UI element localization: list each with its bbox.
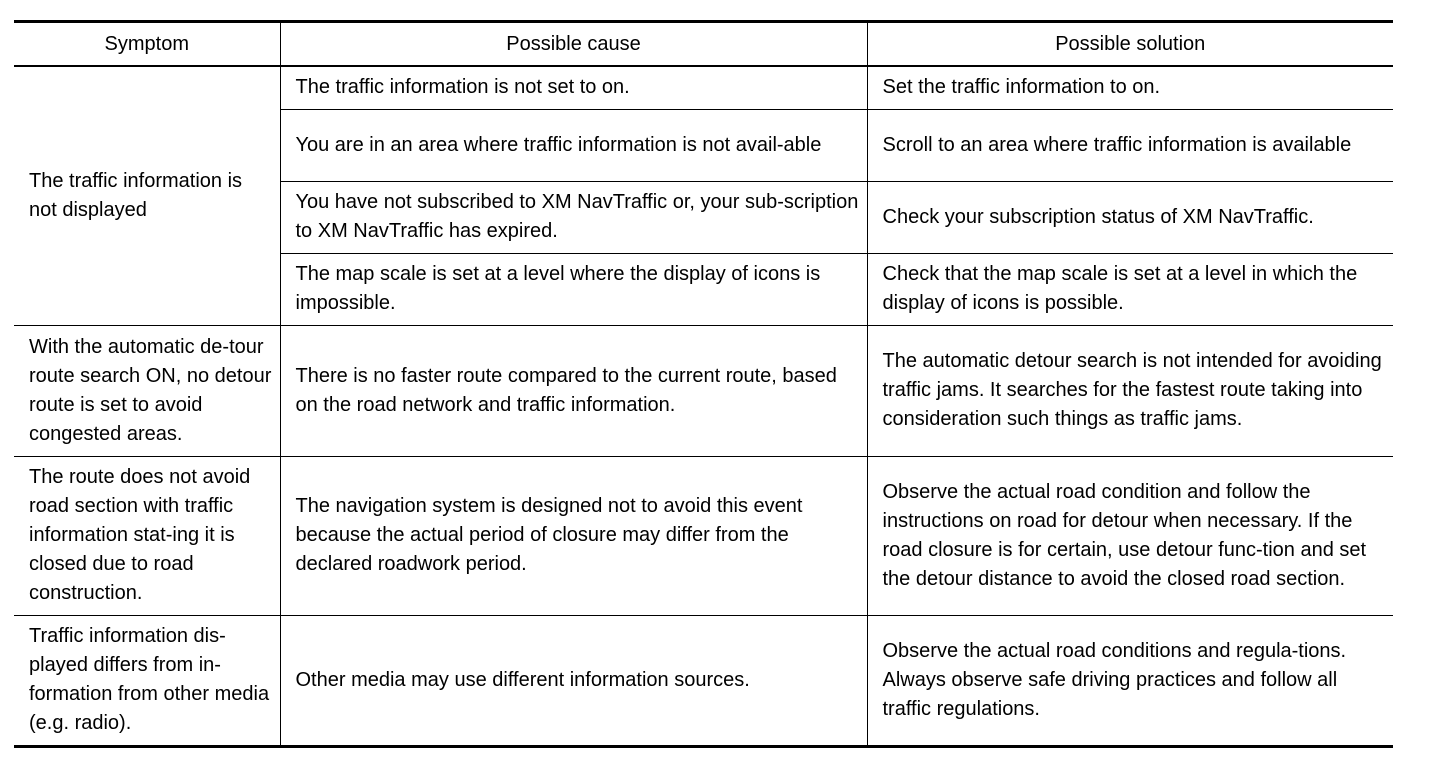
symptom-cell: The route does not avoid road section with traffic information stat-ing it is closed due to road construction. [14,456,280,615]
table-row [14,456,1393,615]
troubleshooting-table [14,20,1393,748]
symptom-cell: With the automatic de-tour route search ON, no detour route is set to avoid congested areas. [14,325,280,456]
table-header-row [14,22,1393,67]
cause-cell: You have not subscribed to XM NavTraffic or, your sub-scription to XM NavTraffic has expired. [280,181,867,253]
solution-cell: Set the traffic information to on. [867,66,1393,109]
cause-cell: The navigation system is designed not to avoid this event because the actual period of closure may differ from the declared roadwork period. [280,456,867,615]
cause-cell: The map scale is set at a level where the display of icons is impossible. [280,253,867,325]
troubleshooting-table-container [14,20,1393,748]
header-possible-cause: Possible cause [280,22,867,67]
table-row [14,615,1393,746]
solution-cell: Observe the actual road conditions and regula-tions. Always observe safe driving practices and follow all traffic regulations. [867,615,1393,746]
header-possible-solution: Possible solution [867,22,1393,67]
table-row [14,66,1393,109]
solution-cell: Scroll to an area where traffic information is available [867,109,1393,181]
solution-cell: Observe the actual road condition and follow the instructions on road for detour when necessary. If the road closure is for certain, use detour func-tion and set the detour distance to avoid the closed road section. [867,456,1393,615]
cause-cell: There is no faster route compared to the current route, based on the road network and traffic information. [280,325,867,456]
symptom-cell: The traffic information is not displayed [14,66,280,325]
solution-cell: Check your subscription status of XM NavTraffic. [867,181,1393,253]
symptom-cell: Traffic information dis-played differs from in-formation from other media (e.g. radio). [14,615,280,746]
table-row [14,325,1393,456]
solution-cell: Check that the map scale is set at a level in which the display of icons is possible. [867,253,1393,325]
solution-cell: The automatic detour search is not intended for avoiding traffic jams. It searches for the fastest route taking into consideration such things as traffic jams. [867,325,1393,456]
cause-cell: The traffic information is not set to on. [280,66,867,109]
cause-cell: Other media may use different information sources. [280,615,867,746]
cause-cell: You are in an area where traffic information is not avail-able [280,109,867,181]
header-symptom: Symptom [14,22,280,67]
